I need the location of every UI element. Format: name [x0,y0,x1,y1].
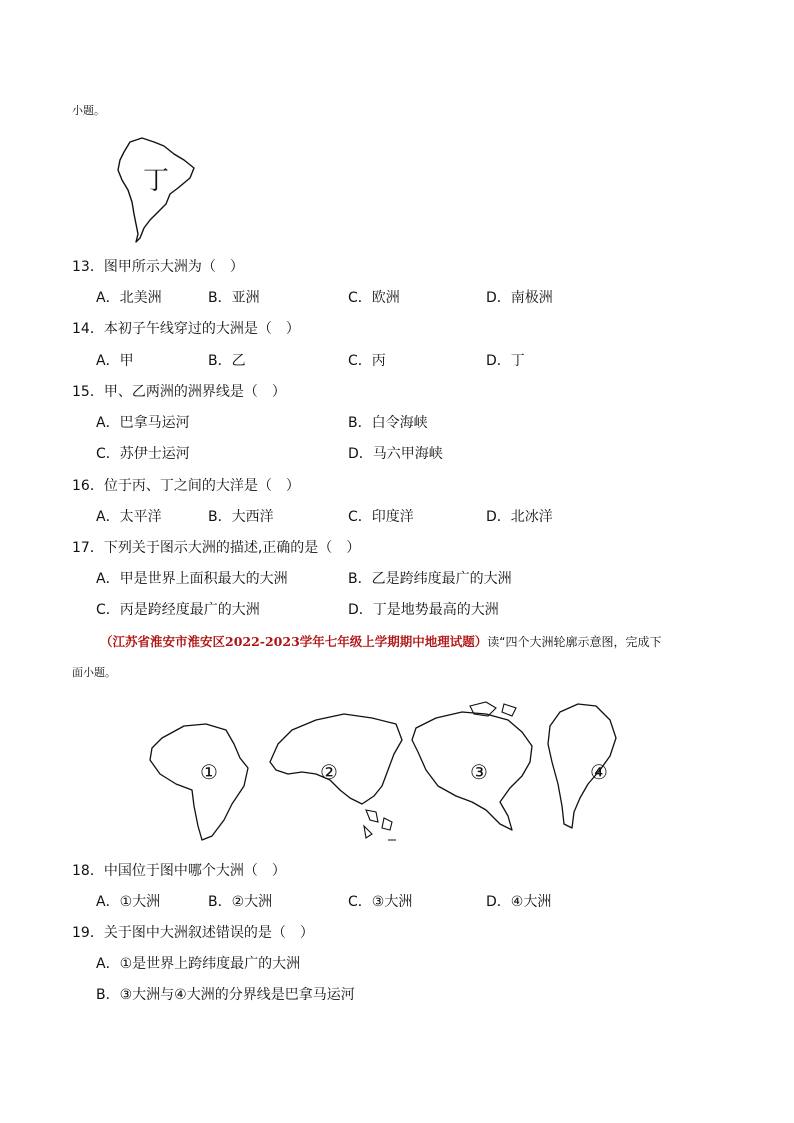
question-18-stem: 18．中国位于图中哪个大洲（ ） [72,863,286,879]
question-15-option-b[interactable]: B．白令海峡 [348,415,428,431]
intro-tail: 小题。 [72,104,105,117]
question-15-option-a[interactable]: A．巴拿马运河 [96,415,190,431]
source-instruction: 读“四个大洲轮廓示意图，完成下 [487,635,662,649]
question-13-option-c[interactable]: C．欧洲 [348,290,400,306]
question-13-option-b[interactable]: B．亚洲 [208,290,260,306]
question-14-option-b[interactable]: B．乙 [208,353,246,369]
question-14-option-a[interactable]: A．甲 [96,353,134,369]
question-13-option-a[interactable]: A．北美洲 [96,290,162,306]
question-19-option-b[interactable]: B．③大洲与④大洲的分界线是巴拿马运河 [96,987,355,1003]
map-label-3: ③ [470,760,488,784]
question-16-option-c[interactable]: C．印度洋 [348,509,414,525]
question-17-option-c[interactable]: C．丙是跨经度最广的大洲 [96,602,260,618]
africa-outline [150,724,248,840]
arctic-islands [470,702,516,716]
question-15-option-c[interactable]: C．苏伊士运河 [96,446,190,462]
question-16-option-b[interactable]: B．大西洋 [208,509,274,525]
question-17-option-d[interactable]: D．丁是地势最高的大洲 [348,602,499,618]
question-17-stem: 17．下列关于图示大洲的描述,正确的是（ ） [72,540,361,556]
question-14-stem: 14．本初子午线穿过的大洲是（ ） [72,321,300,337]
southeast-asia-islands [364,810,396,840]
question-15-stem: 15．甲、乙两洲的洲界线是（ ） [72,384,286,400]
question-13-stem: 13．图甲所示大洲为（ ） [72,259,244,275]
map-label-2: ② [320,760,338,784]
question-16-option-a[interactable]: A．太平洋 [96,509,162,525]
map-label-1: ① [200,760,218,784]
question-14-option-d[interactable]: D．丁 [486,353,525,369]
map-label-ding: 丁 [143,166,170,196]
south-america-map [112,134,202,246]
question-18-option-a[interactable]: A．①大洲 [96,894,161,910]
map-label-4: ④ [590,760,608,784]
question-18-option-d[interactable]: D．④大洲 [486,894,552,910]
question-15-option-d[interactable]: D．马六甲海峡 [348,446,443,462]
question-17-option-b[interactable]: B．乙是跨纬度最广的大洲 [348,571,512,587]
question-17-option-a[interactable]: A．甲是世界上面积最大的大洲 [96,571,288,587]
question-14-option-c[interactable]: C．丙 [348,353,386,369]
question-18-option-b[interactable]: B．②大洲 [208,894,273,910]
source-instruction-tail: 面小题。 [72,666,116,679]
question-16-stem: 16．位于丙、丁之间的大洋是（ ） [72,478,300,494]
source-citation: （江苏省淮安市淮安区2022-2023学年七年级上学期期中地理试题） [100,634,488,649]
eurasia-outline [270,714,402,804]
question-18-option-c[interactable]: C．③大洲 [348,894,413,910]
question-19-option-a[interactable]: A．①是世界上跨纬度最广的大洲 [96,956,301,972]
question-13-option-d[interactable]: D．南极洲 [486,290,553,306]
question-16-option-d[interactable]: D．北冰洋 [486,509,553,525]
four-continents-map [140,700,620,846]
source-note [100,633,662,651]
question-19-stem: 19．关于图中大洲叙述错误的是（ ） [72,925,314,941]
